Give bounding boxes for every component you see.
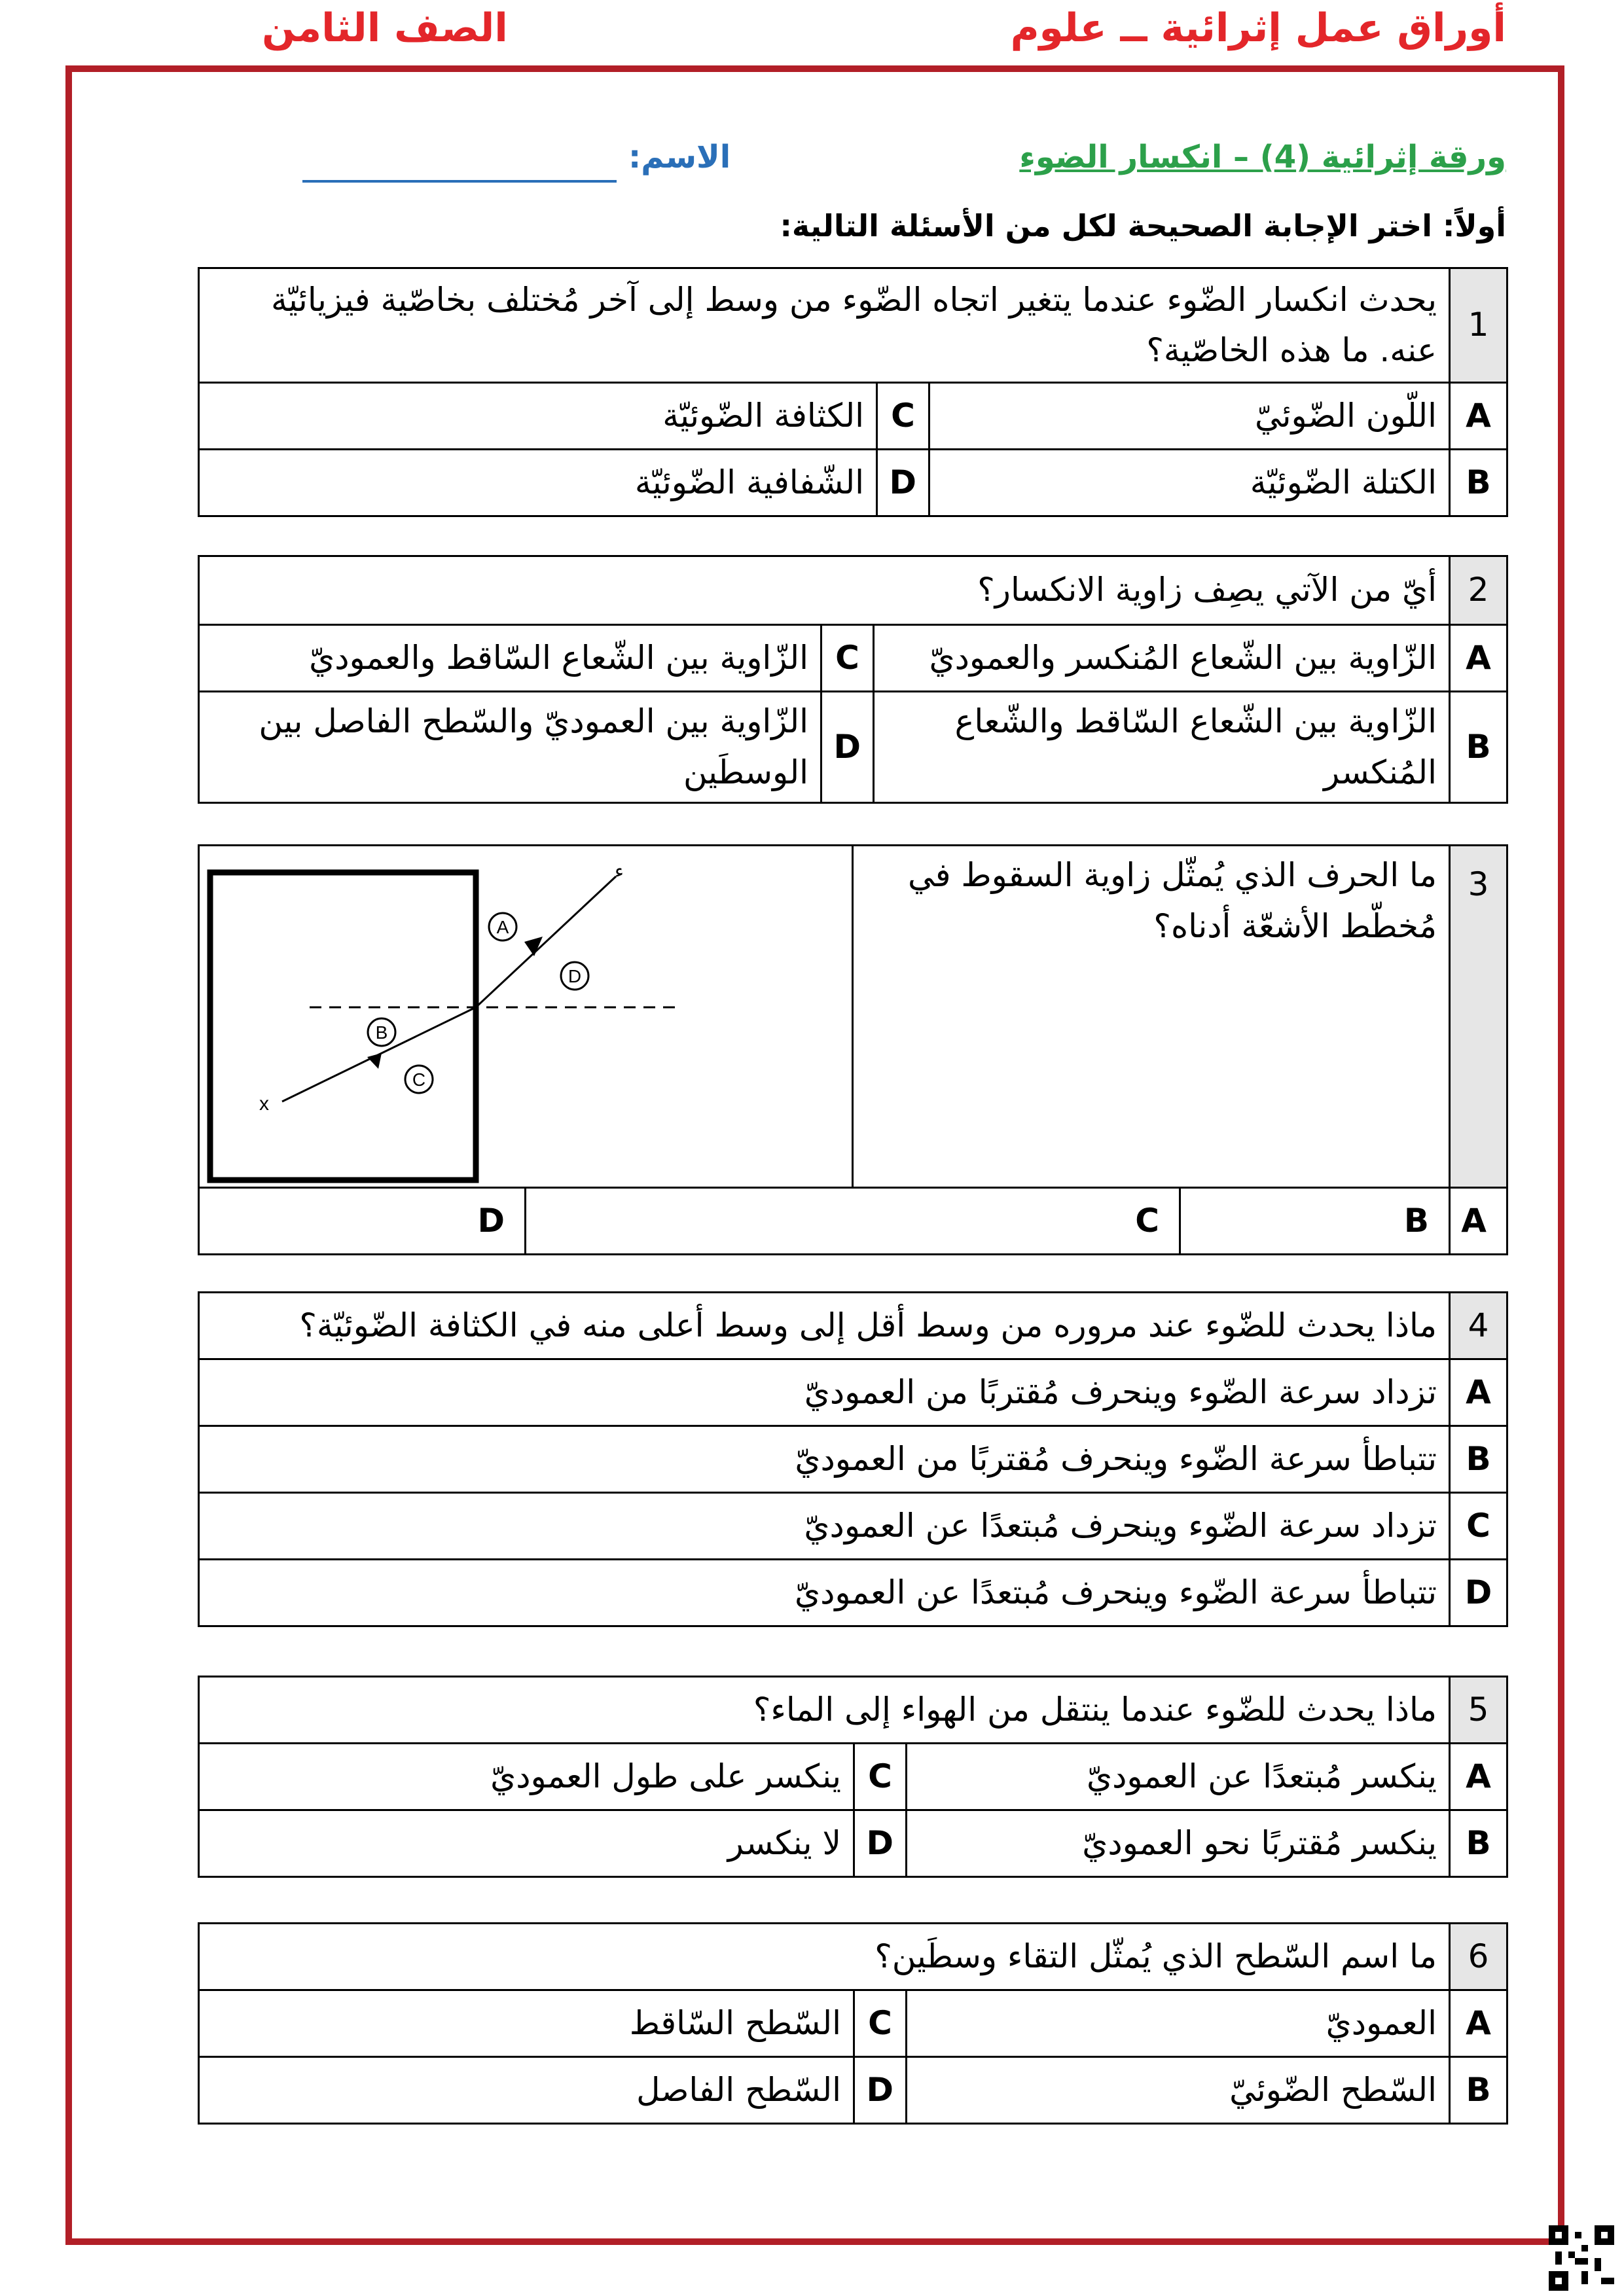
option-letter: C (821, 625, 874, 692)
option-letter: D (821, 692, 874, 803)
option-a[interactable]: ينكسر مُبتعدًا عن العموديّ (907, 1744, 1450, 1810)
instructions: أولاً: اختر الإجابة الصحيحة لكل من الأسئلة التالية: (780, 208, 1506, 243)
question-text: ماذا يحدث للضّوء عندما ينتقل من الهواء إلى الماء؟ (199, 1677, 1450, 1744)
question-5 (198, 1676, 1508, 1878)
svg-text:A: A (496, 917, 509, 937)
name-label: الاسم: (628, 139, 731, 175)
incident-ray (476, 876, 616, 1007)
option-letter: A (1450, 1744, 1507, 1810)
option-letter: C (1450, 1493, 1507, 1560)
option-b[interactable]: ينكسر مُقتربًا نحو العموديّ (907, 1810, 1450, 1877)
question-number: 2 (1450, 556, 1507, 625)
option-b[interactable]: الزّاوية بين الشّعاع السّاقط والشّعاع المُنكسر (874, 692, 1450, 803)
option-letter: B (1450, 1426, 1507, 1493)
question-text: يحدث انكسار الضّوء عندما يتغير اتجاه الضّوء من وسط إلى آخر مُختلف بخاصّية فيزيائيّة عنه. ما هذه الخاصّية؟ (199, 268, 1450, 383)
question-3 (198, 844, 1508, 1255)
svg-text:D: D (568, 966, 582, 986)
option-d[interactable]: الشّفافية الضّوئيّة (199, 450, 877, 516)
option-a[interactable]: A (1450, 1188, 1507, 1255)
option-letter: A (1450, 383, 1507, 450)
ray-start-label: x (259, 1093, 269, 1115)
ray-diagram-cell (199, 846, 853, 1188)
header-grade: الصف الثامن (262, 5, 508, 51)
option-letter: A (1450, 1990, 1507, 2057)
option-letter: D (877, 450, 929, 516)
ray-end-label: ء (614, 860, 624, 883)
option-d[interactable]: الزّاوية بين العموديّ والسّطح الفاصل بين الوسطَين (199, 692, 821, 803)
question-2 (198, 555, 1508, 804)
header-title: أوراق عمل إثرائية ــ علوم (1010, 5, 1506, 51)
question-text: ما الحرف الذي يُمثّل زاوية السقوط في مُخطّط الأشعّة أدناه؟ (852, 846, 1449, 1188)
option-d[interactable]: تتباطأ سرعة الضّوء وينحرف مُبتعدًا عن العموديّ (199, 1560, 1450, 1626)
option-c[interactable]: الزّاوية بين الشّعاع السّاقط والعموديّ (199, 625, 821, 692)
option-a[interactable]: اللّون الضّوئيّ (929, 383, 1450, 450)
option-b[interactable]: تتباطأ سرعة الضّوء وينحرف مُقتربًا من العموديّ (199, 1426, 1450, 1493)
question-text: أيّ من الآتي يصِف زاوية الانكسار؟ (199, 556, 1450, 625)
question-text: ما اسم السّطح الذي يُمثّل التقاء وسطَين؟ (199, 1924, 1450, 1990)
option-letter: A (1450, 1359, 1507, 1426)
option-c[interactable]: السّطح السّاقط (199, 1990, 854, 2057)
question-number: 3 (1450, 846, 1507, 1188)
option-letter: C (877, 383, 929, 450)
worksheet-title: ورقة إثرائية (4) – انكسار الضوء (1019, 139, 1506, 175)
option-letter: C (854, 1744, 907, 1810)
question-6 (198, 1922, 1508, 2125)
option-letter: C (854, 1990, 907, 2057)
option-a[interactable]: تزداد سرعة الضّوء وينحرف مُقتربًا من العموديّ (199, 1359, 1450, 1426)
label-c (405, 1066, 433, 1093)
label-b (368, 1018, 395, 1046)
svg-text:C: C (412, 1069, 426, 1090)
option-d[interactable]: D (199, 1188, 526, 1255)
option-letter: D (854, 2057, 907, 2124)
option-c[interactable]: C (525, 1188, 1180, 1255)
label-d (561, 962, 588, 990)
option-a[interactable]: العموديّ (907, 1990, 1450, 2057)
option-letter: B (1450, 2057, 1507, 2124)
option-letter: D (1450, 1560, 1507, 1626)
refracted-arrow-icon (367, 1053, 382, 1069)
option-d[interactable]: لا ينكسر (199, 1810, 854, 1877)
label-a (489, 913, 516, 941)
name-field[interactable] (302, 180, 617, 183)
option-a[interactable]: الزّاوية بين الشّعاع المُنكسر والعموديّ (874, 625, 1450, 692)
svg-text:B: B (375, 1022, 388, 1043)
option-letter: D (854, 1810, 907, 1877)
option-c[interactable]: تزداد سرعة الضّوء وينحرف مُبتعدًا عن العموديّ (199, 1493, 1450, 1560)
option-c[interactable]: ينكسر على طول العموديّ (199, 1744, 854, 1810)
qr-code-icon (1549, 2225, 1614, 2291)
option-b[interactable]: السّطح الضّوئيّ (907, 2057, 1450, 2124)
option-b[interactable]: B (1180, 1188, 1450, 1255)
option-letter: B (1450, 450, 1507, 516)
option-letter: A (1450, 625, 1507, 692)
option-c[interactable]: الكثافة الضّوئيّة (199, 383, 877, 450)
ray-diagram (197, 846, 852, 1187)
question-number: 1 (1450, 268, 1507, 383)
question-number: 5 (1450, 1677, 1507, 1744)
question-number: 4 (1450, 1293, 1507, 1359)
question-number: 6 (1450, 1924, 1507, 1990)
option-letter: B (1450, 692, 1507, 803)
option-d[interactable]: السّطح الفاصل (199, 2057, 854, 2124)
option-letter: B (1450, 1810, 1507, 1877)
option-b[interactable]: الكتلة الضّوئيّة (929, 450, 1450, 516)
question-1 (198, 267, 1508, 517)
question-4 (198, 1291, 1508, 1627)
question-text: ماذا يحدث للضّوء عند مروره من وسط أقل إلى وسط أعلى منه في الكثافة الضّوئيّة؟ (199, 1293, 1450, 1359)
